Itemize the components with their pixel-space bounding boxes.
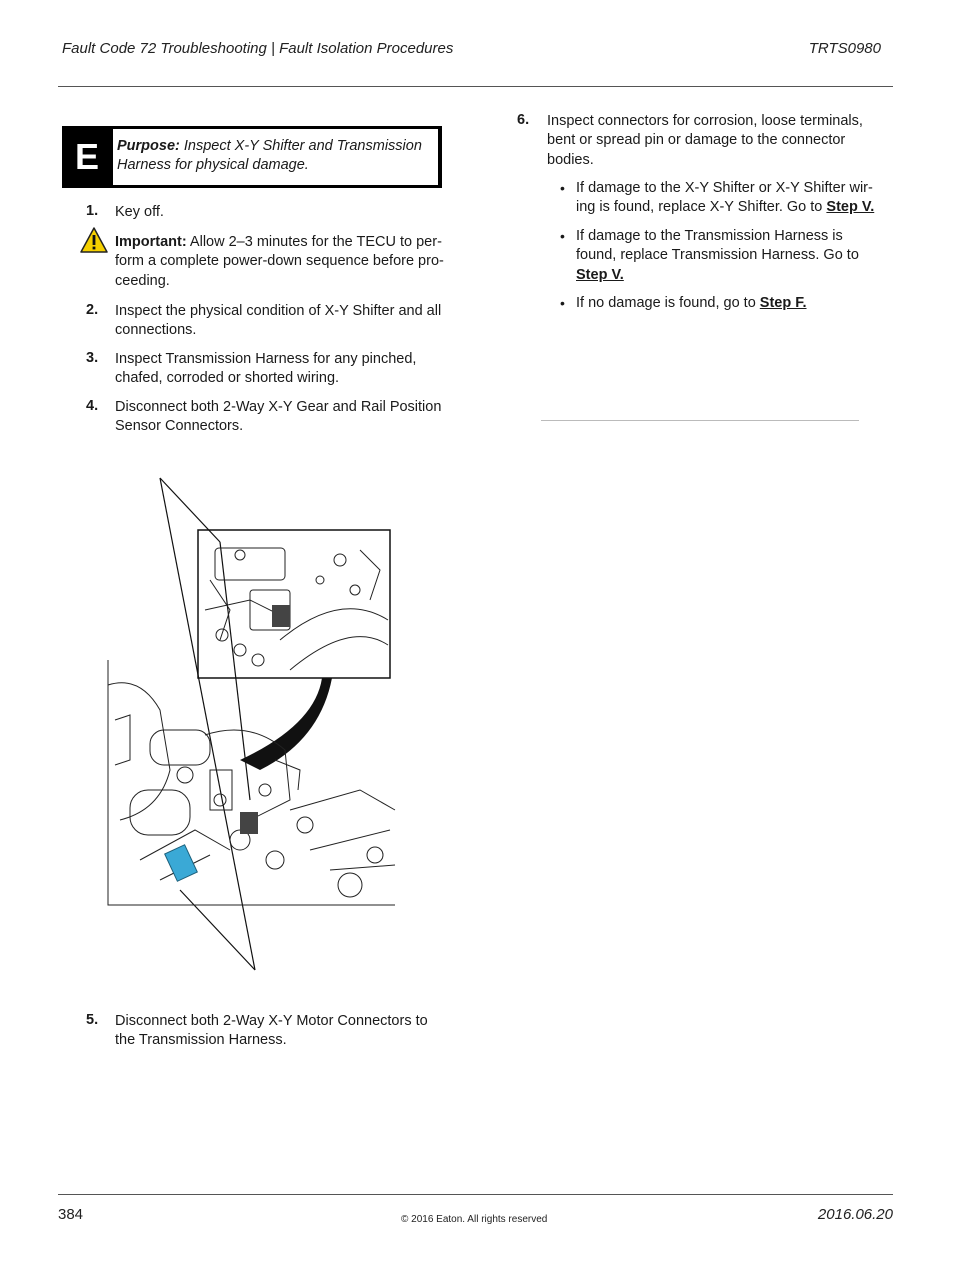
bullet-line: If damage to the Transmission Harness is	[576, 228, 843, 244]
item-number: 3.	[86, 350, 99, 366]
step-header-box	[62, 126, 442, 188]
step-v-link[interactable]: Step V.	[826, 199, 875, 216]
item-text-line: Sensor Connectors.	[115, 418, 244, 435]
item-text-line: the Transmission Harness.	[115, 1032, 287, 1049]
item-text-line: Inspect Transmission Harness for any pinched,	[115, 351, 417, 367]
item-text-line: Inspect connectors for corrosion, loose terminals,	[547, 113, 863, 129]
item-text	[115, 350, 416, 389]
step-purpose	[113, 129, 438, 185]
important-note	[115, 233, 445, 291]
bullet-dot: •	[560, 180, 565, 196]
step-letter: E	[74, 136, 99, 177]
item-number: 1.	[86, 203, 99, 219]
purpose-label: Purpose:	[117, 138, 180, 154]
step-f-link[interactable]: Step F.	[759, 295, 807, 311]
bullet-dot: •	[560, 228, 565, 244]
item-text-line: Disconnect both 2-Way X-Y Motor Connectors to	[115, 1013, 428, 1029]
bullet-text	[576, 294, 807, 313]
item-text	[115, 398, 441, 437]
purpose-text-line1: Inspect X-Y Shifter and Transmission	[183, 138, 422, 154]
revision-date: 2016.06.20	[817, 1206, 893, 1223]
bullet-line: ing is found, replace X-Y Shifter. Go to	[576, 199, 827, 216]
item-text-line: chafed, corroded or shorted wiring.	[115, 370, 340, 387]
item-number: 2.	[86, 302, 99, 318]
item-number: 5.	[86, 1012, 99, 1028]
item-text-line: connections.	[115, 322, 197, 339]
item-text-line: bodies.	[547, 151, 594, 168]
item-text	[547, 112, 863, 170]
important-label: Important:	[115, 234, 187, 250]
copyright: © 2016 Eaton. All rights reserved	[401, 1214, 548, 1225]
important-line3: ceeding.	[115, 272, 170, 289]
bullet-line: If damage to the X-Y Shifter or X-Y Shifter wir-	[576, 180, 873, 196]
item-number: 6.	[517, 112, 530, 128]
important-line1: Allow 2–3 minutes for the TECU to per-	[189, 234, 442, 250]
item-text-line: bent or spread pin or damage to the connector	[547, 132, 846, 149]
document-id: TRTS0980	[808, 40, 881, 57]
bullet-text	[576, 227, 859, 285]
important-line2: form a complete power-down sequence before pro-	[115, 253, 444, 270]
step-v-link[interactable]: Step V.	[576, 266, 624, 283]
item-text-line: Inspect the physical condition of X-Y Shifter and all	[115, 303, 442, 319]
bullet-line: found, replace Transmission Harness. Go to	[576, 247, 859, 264]
item-text	[115, 1012, 428, 1051]
footer-divider	[58, 1194, 893, 1195]
column-divider	[541, 420, 859, 421]
item-text-line: Disconnect both 2-Way X-Y Gear and Rail Position	[115, 399, 442, 415]
purpose-text-line2: Harness for physical damage.	[117, 157, 309, 173]
bullet-dot: •	[560, 295, 565, 311]
item-text	[115, 302, 441, 341]
item-number: 4.	[86, 398, 99, 414]
warning-triangle-icon	[80, 227, 108, 253]
bullet-line: If no damage is found, go to	[576, 295, 760, 311]
page-number: 384	[58, 1206, 84, 1223]
bullet-text	[576, 179, 874, 218]
item-text: Key off.	[115, 204, 164, 220]
running-header-title: Fault Code 72 Troubleshooting | Fault Isolation Procedures	[62, 40, 454, 57]
header-divider	[58, 86, 893, 87]
xy-shifter-illustration	[100, 470, 400, 980]
